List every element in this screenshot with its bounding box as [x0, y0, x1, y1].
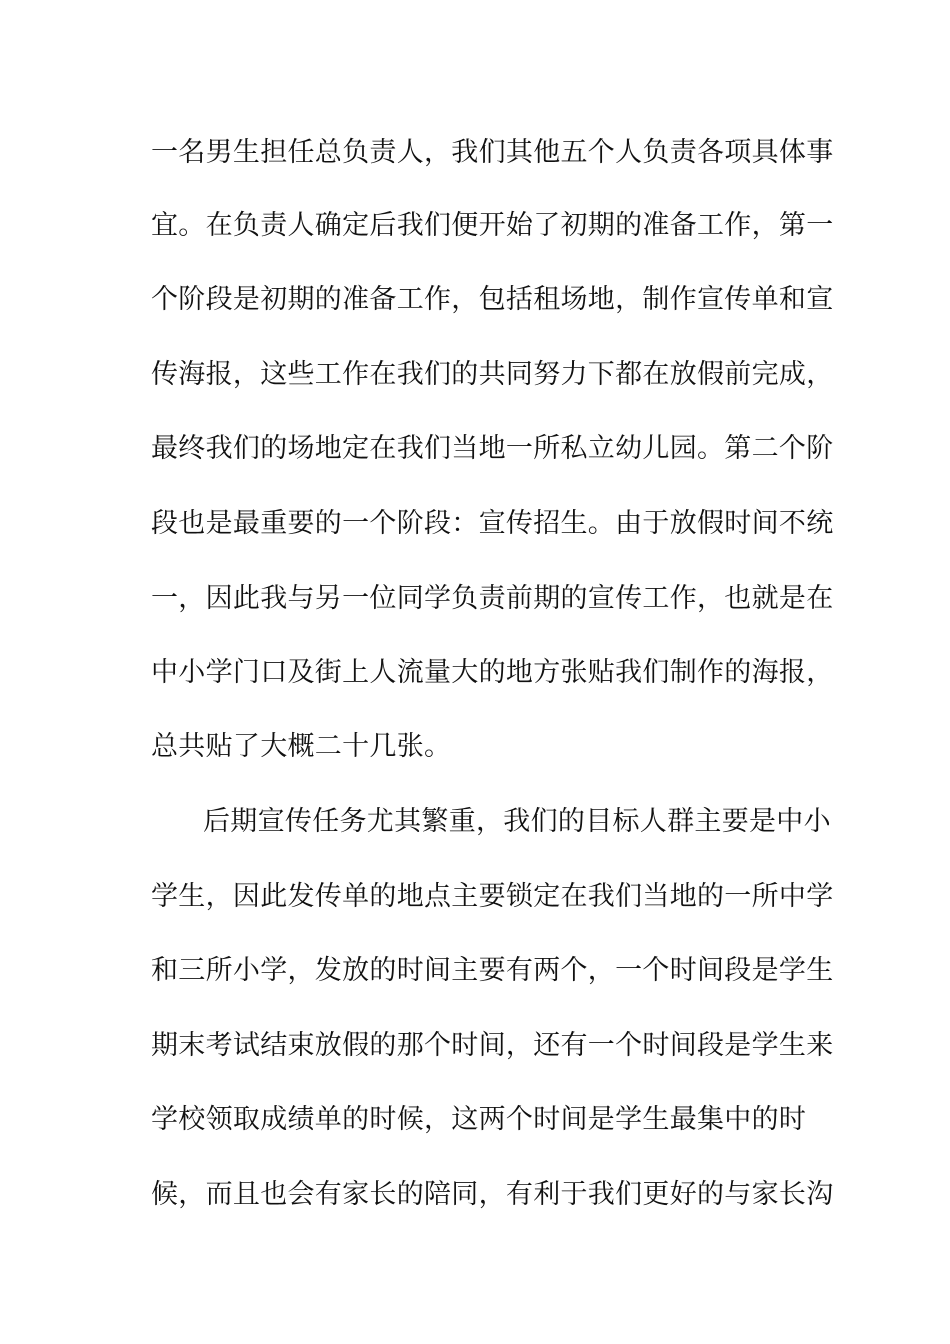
text-line: 传海报，这些工作在我们的共同努力下都在放假前完成， [151, 359, 834, 390]
text-line: 最终我们的场地定在我们当地一所私立幼儿园。第二个阶 [151, 433, 834, 464]
text-line: 一名男生担任总负责人，我们其他五个人负责各项具体事 [151, 137, 834, 168]
text-line: 学校领取成绩单的时候，这两个时间是学生最集中的时 [151, 1104, 807, 1135]
text-line: 宜。在负责人确定后我们便开始了初期的准备工作，第一 [151, 210, 834, 241]
text-line: 中小学门口及街上人流量大的地方张贴我们制作的海报， [151, 657, 834, 688]
text-line: 候，而且也会有家长的陪同，有利于我们更好的与家长沟 [151, 1179, 834, 1210]
text-line: 后期宣传任务尤其繁重，我们的目标人群主要是中小 [203, 806, 831, 837]
text-line: 和三所小学，发放的时间主要有两个，一个时间段是学生 [151, 955, 834, 986]
text-line: 个阶段是初期的准备工作，包括租场地，制作宣传单和宣 [151, 284, 834, 315]
text-line: 学生，因此发传单的地点主要锁定在我们当地的一所中学 [151, 881, 834, 912]
text-line: 段也是最重要的一个阶段：宣传招生。由于放假时间不统 [151, 508, 834, 539]
text-line: 一，因此我与另一位同学负责前期的宣传工作，也就是在 [151, 583, 834, 614]
text-line: 期末考试结束放假的那个时间，还有一个时间段是学生来 [151, 1030, 834, 1061]
text-line: 总共贴了大概二十几张。 [151, 731, 452, 762]
